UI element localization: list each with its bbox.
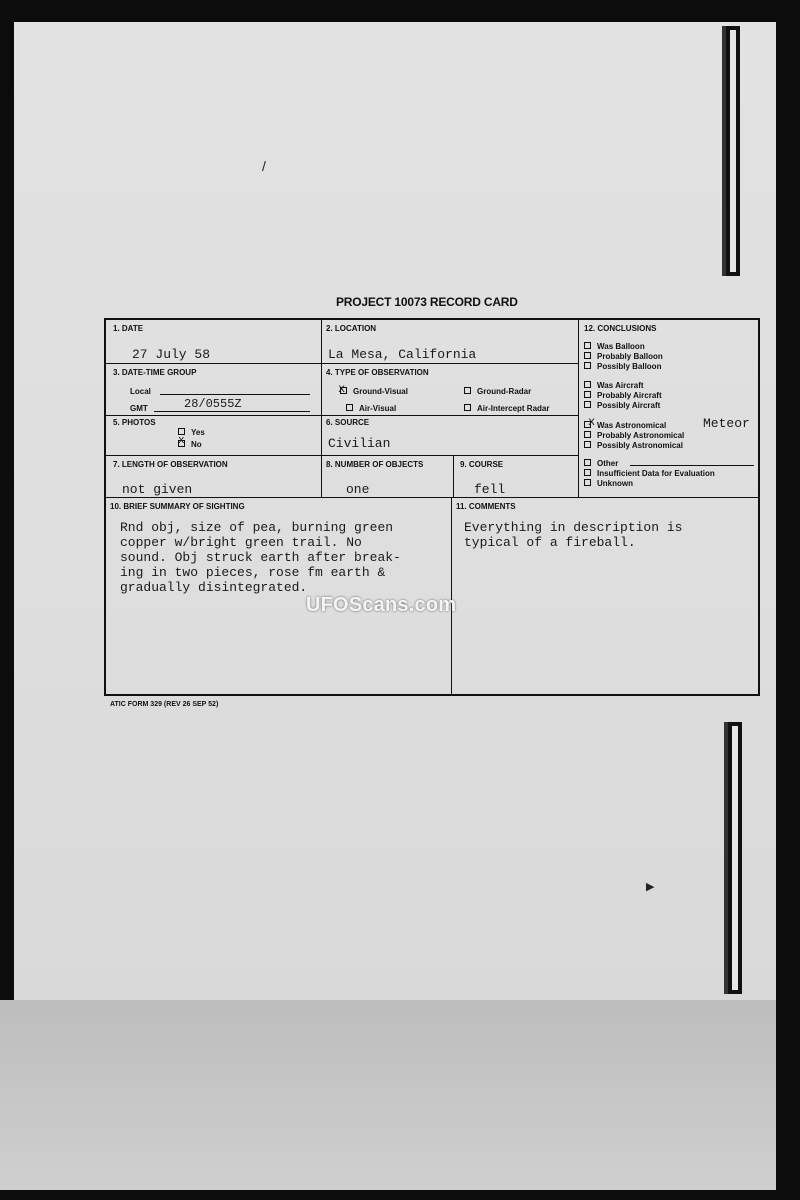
record-card	[104, 318, 760, 696]
probably-aircraft-label: Probably Aircraft	[597, 391, 662, 400]
length-label: 7. LENGTH OF OBSERVATION	[113, 460, 228, 469]
probably-balloon-label: Probably Balloon	[597, 352, 663, 361]
air-intercept-label: Air-Intercept Radar	[477, 404, 550, 413]
source-label: 6. SOURCE	[326, 418, 370, 427]
ground-visual-label: Ground-Visual	[353, 387, 408, 396]
possibly-balloon-label: Possibly Balloon	[597, 362, 662, 371]
astronomical-note: Meteor	[703, 416, 750, 431]
date-value: 27 July 58	[132, 347, 211, 362]
ground-radar-label: Ground-Radar	[477, 387, 532, 396]
form-footer: ATIC FORM 329 (REV 26 SEP 52)	[110, 701, 219, 708]
possibly-aircraft-checkbox[interactable]	[584, 401, 591, 408]
was-astronomical-label: Was Astronomical	[597, 421, 667, 430]
was-aircraft-label: Was Aircraft	[597, 381, 644, 390]
card-title: PROJECT 10073 RECORD CARD	[336, 295, 518, 309]
conclusion-was-aircraft	[584, 381, 644, 391]
photos-no-label: No	[191, 440, 202, 449]
conclusion-probably-astronomical	[584, 431, 684, 441]
gmt-label: GMT	[130, 404, 148, 413]
local-line	[160, 394, 310, 395]
conclusion-other	[584, 459, 618, 469]
course-value: fell	[474, 482, 506, 497]
type-obs-label: 4. TYPE OF OBSERVATION	[326, 368, 429, 377]
length-value: not given	[122, 482, 193, 497]
type-obs-cell	[322, 364, 579, 416]
air-intercept-checkbox[interactable]	[464, 404, 471, 411]
num-objects-label: 8. NUMBER OF OBJECTS	[326, 460, 424, 469]
unknown-checkbox[interactable]	[584, 479, 591, 486]
gmt-line	[154, 411, 310, 412]
dtg-cell	[106, 364, 322, 416]
course-cell	[454, 456, 579, 498]
ground-radar-checkbox[interactable]	[464, 387, 471, 394]
watermark: UFOScans.com	[306, 594, 457, 616]
possibly-astronomical-checkbox[interactable]	[584, 441, 591, 448]
comments-text: Everything in description is typical of a fireball.	[464, 520, 683, 550]
other-checkbox[interactable]	[584, 459, 591, 466]
local-label: Local	[130, 387, 151, 396]
arrow-mark: ▶	[646, 881, 655, 893]
unknown-label: Unknown	[597, 479, 633, 488]
possibly-astronomical-label: Possibly Astronomical	[597, 441, 683, 450]
probably-astronomical-label: Probably Astronomical	[597, 431, 685, 440]
was-balloon-label: Was Balloon	[597, 342, 645, 351]
ground-visual-check: x	[338, 382, 346, 396]
ground-visual-option	[340, 387, 408, 396]
film-edge-top	[722, 26, 740, 276]
date-label: 1. DATE	[113, 324, 144, 333]
possibly-aircraft-label: Possibly Aircraft	[597, 401, 661, 410]
photos-yes-label: Yes	[191, 428, 205, 437]
course-label: 9. COURSE	[460, 460, 504, 469]
right-edge-shadow	[776, 22, 800, 1200]
dtg-label: 3. DATE-TIME GROUP	[113, 368, 197, 377]
location-cell	[322, 320, 579, 364]
conclusion-probably-balloon	[584, 352, 663, 362]
was-aircraft-checkbox[interactable]	[584, 381, 591, 388]
length-cell	[106, 456, 322, 498]
source-value: Civilian	[328, 436, 391, 451]
conclusion-possibly-astronomical	[584, 441, 683, 451]
photos-no-check: x	[178, 435, 185, 447]
other-label: Other	[597, 459, 619, 468]
air-visual-checkbox[interactable]	[346, 404, 353, 411]
astronomical-check: x	[588, 415, 596, 429]
comments-label: 11. COMMENTS	[456, 502, 516, 511]
was-balloon-checkbox[interactable]	[584, 342, 591, 349]
lower-background	[0, 1000, 790, 1190]
photos-label: 5. PHOTOS	[113, 418, 156, 427]
conclusion-was-balloon	[584, 342, 645, 352]
probably-balloon-checkbox[interactable]	[584, 352, 591, 359]
gmt-value: 28/0555Z	[184, 397, 242, 411]
ground-radar-option	[464, 387, 531, 396]
conclusions-cell	[579, 320, 758, 498]
num-objects-value: one	[346, 482, 370, 497]
probably-aircraft-checkbox[interactable]	[584, 391, 591, 398]
comments-cell	[452, 498, 758, 694]
conclusion-possibly-balloon	[584, 362, 661, 372]
conclusion-was-astronomical	[584, 421, 666, 431]
air-visual-label: Air-Visual	[359, 404, 397, 413]
summary-label: 10. BRIEF SUMMARY OF SIGHTING	[110, 502, 245, 511]
other-line	[630, 465, 754, 466]
photos-cell	[106, 416, 322, 456]
conclusion-insufficient-data	[584, 469, 715, 479]
possibly-balloon-checkbox[interactable]	[584, 362, 591, 369]
num-objects-cell	[322, 456, 454, 498]
conclusion-unknown	[584, 479, 633, 489]
film-edge-bottom	[724, 722, 742, 994]
location-label: 2. LOCATION	[326, 324, 377, 333]
location-value: La Mesa, California	[328, 347, 477, 362]
conclusion-possibly-aircraft	[584, 401, 660, 411]
scratch-mark: /	[262, 158, 266, 174]
conclusions-label: 12. CONCLUSIONS	[584, 324, 657, 333]
insufficient-data-checkbox[interactable]	[584, 469, 591, 476]
source-cell	[322, 416, 579, 456]
conclusion-probably-aircraft	[584, 391, 662, 401]
date-cell	[106, 320, 322, 364]
probably-astronomical-checkbox[interactable]	[584, 431, 591, 438]
air-intercept-option	[464, 404, 549, 413]
summary-text: Rnd obj, size of pea, burning green copper w/bright green trail. No sound. Obj struck earth after break- ing in two pieces, rose fm earth & gradually disintegrated.	[120, 520, 401, 595]
insufficient-data-label: Insufficient Data for Evaluation	[597, 469, 715, 478]
air-visual-option	[346, 404, 396, 413]
